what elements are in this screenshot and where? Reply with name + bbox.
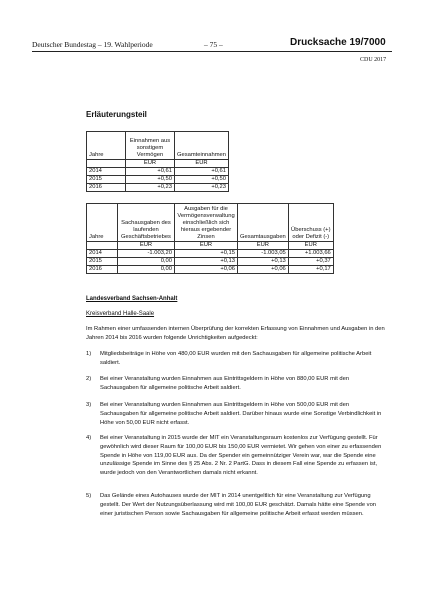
header-rule [32,51,392,52]
table-cell: +0,23 [126,184,175,192]
page-number: – 75 – [204,40,223,49]
list-item [86,434,386,479]
table-header: Einnahmen aus sonstigem Vermögen [126,132,175,160]
table-unit: EUR [238,242,289,250]
table-header: Jahre [87,132,126,160]
table-unit: EUR [126,160,175,168]
table-cell: 2015 [87,176,126,184]
table-unit: EUR [118,242,175,250]
table-cell: +1.003,66 [288,250,333,258]
list-item-number: 1) [86,351,92,357]
table-unit [87,160,126,168]
income-table [86,131,229,192]
table-cell: +0,06 [238,266,289,274]
table-cell: 0,00 [118,266,175,274]
list-item-number: 5) [86,493,92,499]
list-item [86,401,386,428]
table-row [87,258,334,266]
table-cell: 2015 [87,258,118,266]
document-id: 7000 [363,37,386,48]
table-cell: +0,61 [175,168,229,176]
list-item-text: Bei einer Veranstaltung in 2015 wurde der MIT ein Veranstaltungsraum kostenlos zur Verfügung gestellt. Für gewöhnlich wird dieser Raum für 100,00 EUR bis 150,00 EUR vermietet. Wir gehen von einer zu erfassenden Spende in Höhe von 119,00 EUR aus. Da der Spender ein gemeinnütziger Verein war, war die Spende eine unzulässige Spende im Sinne des § 25 Abs. 2 Nr. 2 PartG. Dass in diesem Fall eine Spende zu erfassen ist, wurde jedoch von den Verantwortlichen damals nicht erkannt. [100,435,382,477]
table-row [87,184,229,192]
table-row [87,266,334,274]
table-cell: -1.003,05 [238,250,289,258]
table-header: Überschuss (+) oder Defizit (-) [288,204,333,242]
landesverband-heading: Landesverband Sachsen-Anhalt [86,296,178,302]
list-item-text: Mitgliedsbeiträge in Höhe von 480,00 EUR wurden mit den Sachausgaben für allgemeine politische Arbeit saldiert. [100,351,372,366]
list-item-text: Das Gelände eines Autohauses wurde der MIT in 2014 unentgeltlich für eine Veranstaltung zur Verfügung gestellt. Der Wert der Nutzungsüberlassung wird mit 100,00 EUR geschätzt. Damals hätte eine Spende von einer juristischen Person sowie Sachausgaben für allgemeine politische Arbeit erfasst werden müssen. [100,493,377,517]
list-item [86,350,386,368]
list-item [86,492,386,519]
list-item [86,375,386,393]
table-cell: +0,37 [288,258,333,266]
table-cell: 2016 [87,184,126,192]
table-header: Ausgaben für die Vermögensverwaltung einschließlich sich hieraus ergebender Zinsen [175,204,238,242]
table-cell: +0,17 [288,266,333,274]
table-cell: 0,00 [118,258,175,266]
table-unit: EUR [288,242,333,250]
table-row [87,176,229,184]
table-unit: EUR [175,160,229,168]
table-row [87,168,229,176]
section-title: Erläuterungsteil [86,110,147,119]
table-cell: +0,23 [175,184,229,192]
document-number [290,37,386,48]
table-cell: +0,50 [175,176,229,184]
table-cell: +0,06 [175,266,238,274]
list-item-text: Bei einer Veranstaltung wurden Einnahmen aus Eintrittsgeldern in Höhe von 500,00 EUR mit den Sachausgaben für allgemeine politische Arbeit saldiert. Darüber hinaus wurde eine Sonstige Verbindlichkeit in Höhe von 50,00 EUR nicht erfasst. [100,402,382,426]
table-cell: +0,61 [126,168,175,176]
intro-paragraph: Im Rahmen einer umfassenden internen Überprüfung der korrekten Erfassung von Einnahmen und Ausgaben in den Jahren 2014 bis 2016 wurden folgende Unrichtigkeiten aufgedeckt: [86,326,385,341]
table-header: Jahre [87,204,118,242]
header-left: Deutscher Bundestag – 19. Wahlperiode [32,40,153,49]
list-item-number: 4) [86,435,92,441]
table-cell: -1.003,20 [118,250,175,258]
table-cell: +0,50 [126,176,175,184]
list-item-number: 3) [86,402,92,408]
list-item-text: Bei einer Veranstaltung wurden Einnahmen aus Eintrittsgeldern in Höhe von 880,00 EUR mit den Sachausgaben für allgemeine politische Arbeit saldiert. [100,376,350,391]
kreisverband-heading: Kreisverband Halle-Saale [86,311,155,317]
party-label: CDU 2017 [360,57,387,63]
table-header: Gesamteinnahmen [175,132,229,160]
table-cell: 2014 [87,250,118,258]
expense-table [86,203,334,274]
table-cell: +0,15 [175,250,238,258]
table-header: Sachausgaben des laufenden Geschäftsbetriebes [118,204,175,242]
table-row [87,250,334,258]
table-cell: +0,13 [238,258,289,266]
table-unit [87,242,118,250]
table-cell: 2014 [87,168,126,176]
table-header: Gesamtausgaben [238,204,289,242]
list-item-number: 2) [86,376,92,382]
table-cell: +0,13 [175,258,238,266]
table-cell: 2016 [87,266,118,274]
table-unit: EUR [175,242,238,250]
document-prefix: Drucksache 19/ [290,37,364,48]
